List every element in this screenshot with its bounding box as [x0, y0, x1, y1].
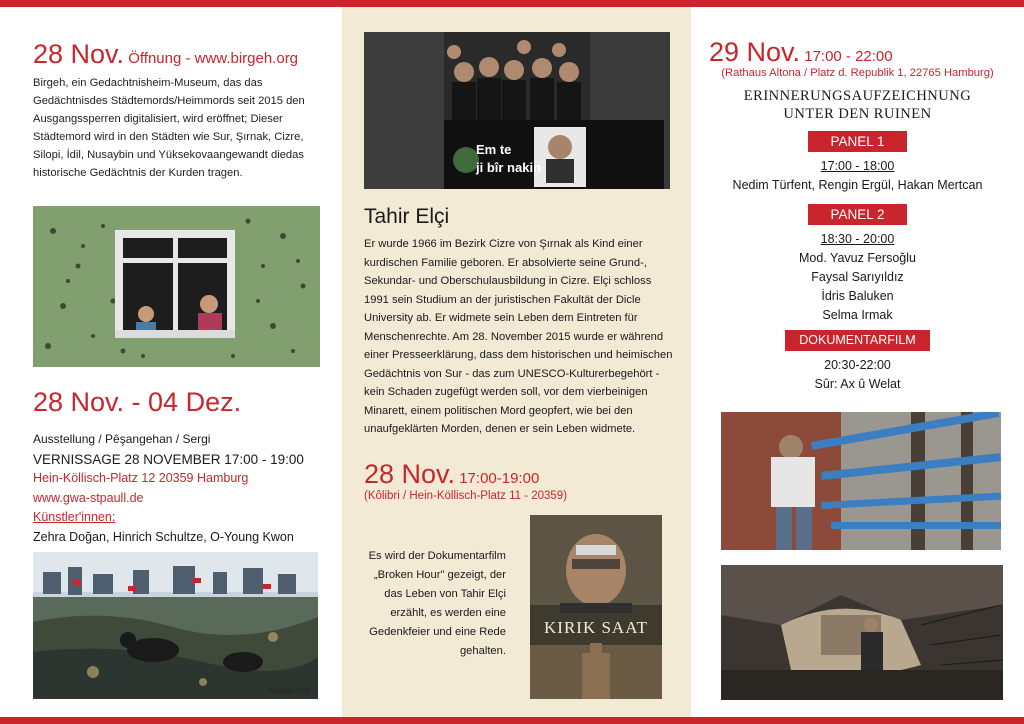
documentary	[691, 330, 1024, 394]
event2-heading: 28 Nov. - 04 Dez.	[33, 387, 242, 417]
event4-title-line2: UNTER DEN RUINEN	[783, 106, 932, 122]
wall-window-photo	[33, 206, 320, 367]
panel2-time: 18:30 - 20:00	[820, 232, 895, 246]
panel1-badge: PANEL 1	[808, 131, 906, 152]
event4-time: 17:00 - 22:00	[800, 48, 893, 65]
right-column	[691, 7, 1024, 717]
event4-location: (Rathaus Altona / Platz d. Republik 1, 22765 Hamburg)	[721, 67, 994, 79]
event4-title	[691, 87, 1024, 123]
event1-title: Öffnung - www.birgeh.org	[124, 50, 299, 67]
event3-date: 28 Nov.	[364, 459, 456, 489]
event3-heading	[364, 459, 539, 490]
panel2	[691, 204, 1024, 325]
documentary-badge: DOKUMENTARFILM	[785, 330, 929, 351]
film-poster	[530, 515, 662, 699]
event1-heading	[33, 39, 298, 70]
tahir-elci-heading: Tahir Elçi	[364, 205, 450, 228]
event3-time: 17:00-19:00	[455, 470, 540, 487]
tahir-elci-bio: Er wurde 1966 im Bezirk Cizre von Şırnak als Kind einer kurdischen Familie geboren. Er absolvierte seine Grund-, Sekundar- und Oberschulausbildung in Cizre. Elçi schloss 1991 sein Studium an der juristischen Fakultät der Dicle University ab. Er widmete sein Leben dem Eintreten für Menschenrechte. Am 28. November 2015 wurde er während einer Presseerklärung, dass dem historischen und heimischen Gedächtnis von Sur - das zum UNESCO-Kulturerbegehört - kein Schaden zugefügt werden soll, vor dem vierbeinigen Minarett, einem politischen Mord geopfert, wie bei den unaufgeklärten Morden, denen er sein Leben widmete.	[364, 238, 673, 435]
film-description: Es wird der Dokumentarfilm „Broken Hour" gezeigt, der das Leben von Tahir Elçi erzählt, es werden eine Gedenkfeier und eine Rede gehalten.	[368, 550, 506, 657]
exhibition-type: Ausstellung / Pêşangehan / Sergi	[33, 432, 211, 446]
panel1-time: 17:00 - 18:00	[820, 159, 895, 173]
panel1-speakers: Nedim Türfent, Rengin Ergül, Hakan Mertcan	[732, 178, 983, 192]
poster-title: KIRIK SAAT	[544, 618, 648, 637]
police-tape-photo	[721, 412, 1001, 550]
protest-photo	[364, 32, 670, 189]
event4-title-line1: ERINNERUNGSAUFZEICHNUNG	[743, 88, 972, 104]
middle-column	[342, 7, 691, 717]
exhibition-url[interactable]: www.gwa-stpaull.de	[33, 490, 144, 505]
banner-text2: ji bîr nakin	[476, 160, 542, 175]
banner-text1: Em te	[476, 142, 512, 157]
left-column	[0, 7, 342, 717]
event3-location: (Kôlibri / Hein-Köllisch-Platz 11 - 20359)	[364, 490, 568, 502]
exhibition-details	[33, 430, 333, 547]
panel2-speaker: İdris Baluken	[821, 289, 894, 303]
birgeh-intro: Birgeh, ein Gedachtnisheim-Museum, das das Gedächtnisdes Städtemords/Heimmords seit 2015 den Ausgangssperren digitalisiert, wird eröffnet; Dieser Städtemord wird in den Städten wie Sur, Şırnak, Cizre, Silopi, İdil, Nusaybin und Yüksekovaangewandt diedas historische Gedächtnis der Kurden tragen.	[33, 77, 305, 179]
painting-signature: Nrayhn 2016	[268, 686, 310, 695]
artists: Zehra Doğan, Hinrich Schultze, O-Young Kwon	[33, 529, 294, 544]
ruins-photo	[721, 565, 1003, 700]
bottom-red-bar	[0, 717, 1024, 724]
event4-date: 29 Nov.	[709, 37, 801, 67]
exhibition-address: Hein-Köllisch-Platz 12 20359 Hamburg	[33, 471, 249, 485]
vernissage: VERNISSAGE 28 NOVEMBER 17:00 - 19:00	[33, 451, 304, 467]
documentary-time: 20:30-22:00	[824, 358, 891, 372]
painting-image	[33, 552, 318, 699]
panel2-speaker: Faysal Sarıyıldız	[811, 270, 904, 284]
artists-label: Künstler'innen:	[33, 510, 116, 524]
event4-heading	[709, 37, 893, 68]
top-red-bar	[0, 0, 1024, 7]
panel2-speaker: Mod. Yavuz Fersoğlu	[799, 251, 916, 265]
panel2-speaker: Selma Irmak	[822, 308, 893, 322]
event1-date: 28 Nov.	[33, 39, 125, 69]
panel2-badge: PANEL 2	[808, 204, 906, 225]
documentary-title: Sûr: Ax û Welat	[814, 377, 901, 391]
panel1	[691, 131, 1024, 195]
